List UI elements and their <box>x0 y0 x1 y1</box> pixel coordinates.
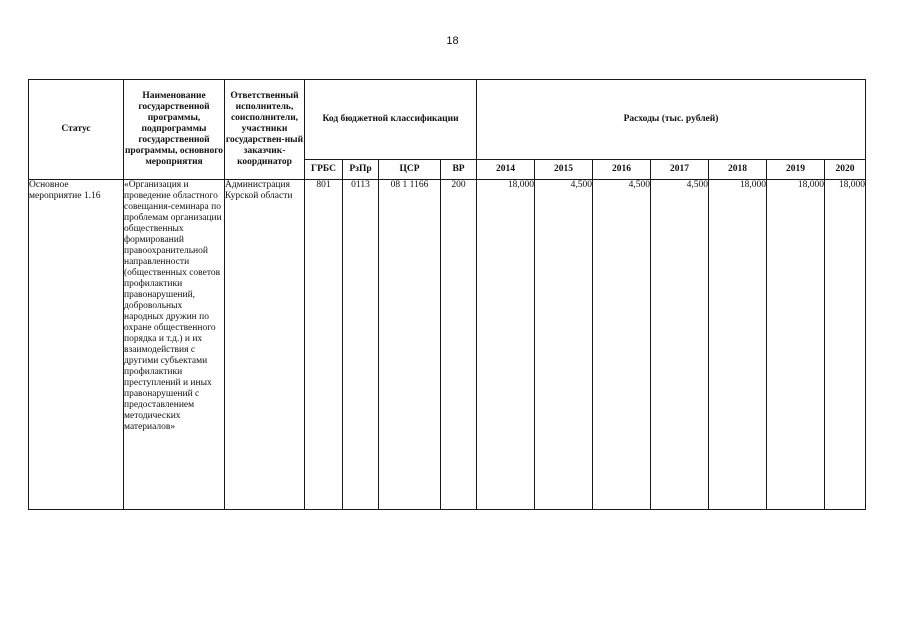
header-expenses: Расходы (тыс. рублей) <box>477 80 866 160</box>
row-value-2016: 4,500 <box>593 180 651 510</box>
row-value-2015: 4,500 <box>535 180 593 510</box>
header-year-2015: 2015 <box>535 160 593 180</box>
row-rzpr: 0113 <box>343 180 379 510</box>
header-program-name: Наименование государственной программы, подпрограммы государственной программы, основного мероприятия <box>124 80 225 180</box>
header-year-2019: 2019 <box>767 160 825 180</box>
row-value-2014: 18,000 <box>477 180 535 510</box>
budget-table <box>28 79 866 510</box>
page-number: 18 <box>446 35 459 47</box>
row-value-2020: 18,000 <box>825 180 866 510</box>
header-year-2020: 2020 <box>825 160 866 180</box>
header-executor: Ответственный исполнитель, соисполнители, участники государствен-ный заказчик-координатор <box>225 80 305 180</box>
header-csr: ЦСР <box>379 160 441 180</box>
row-csr: 08 1 1166 <box>379 180 441 510</box>
header-year-2014: 2014 <box>477 160 535 180</box>
header-grbs: ГРБС <box>305 160 343 180</box>
header-vr: ВР <box>441 160 477 180</box>
row-program-name: «Организация и проведение областного совещания-семинара по проблемам организации общественных формирований правоохранительной направленности (общественных советов профилактики правонарушений, добровольных народных дружин по охране общественного порядка и т.д.) и их взаимодействия с другими субъектами профилактики преступлений и иных правонарушений с предоставлением методических материалов» <box>124 180 225 510</box>
header-status: Статус <box>29 80 124 180</box>
row-executor: Администрация Курской области <box>225 180 305 510</box>
row-value-2018: 18,000 <box>709 180 767 510</box>
row-grbs: 801 <box>305 180 343 510</box>
header-budget-code: Код бюджетной классификации <box>305 80 477 160</box>
row-vr: 200 <box>441 180 477 510</box>
header-rzpr: РзПр <box>343 160 379 180</box>
row-value-2019: 18,000 <box>767 180 825 510</box>
header-year-2016: 2016 <box>593 160 651 180</box>
header-year-2017: 2017 <box>651 160 709 180</box>
header-year-2018: 2018 <box>709 160 767 180</box>
table-row <box>29 180 866 510</box>
row-value-2017: 4,500 <box>651 180 709 510</box>
row-status: Основное мероприятие 1.16 <box>29 180 124 510</box>
